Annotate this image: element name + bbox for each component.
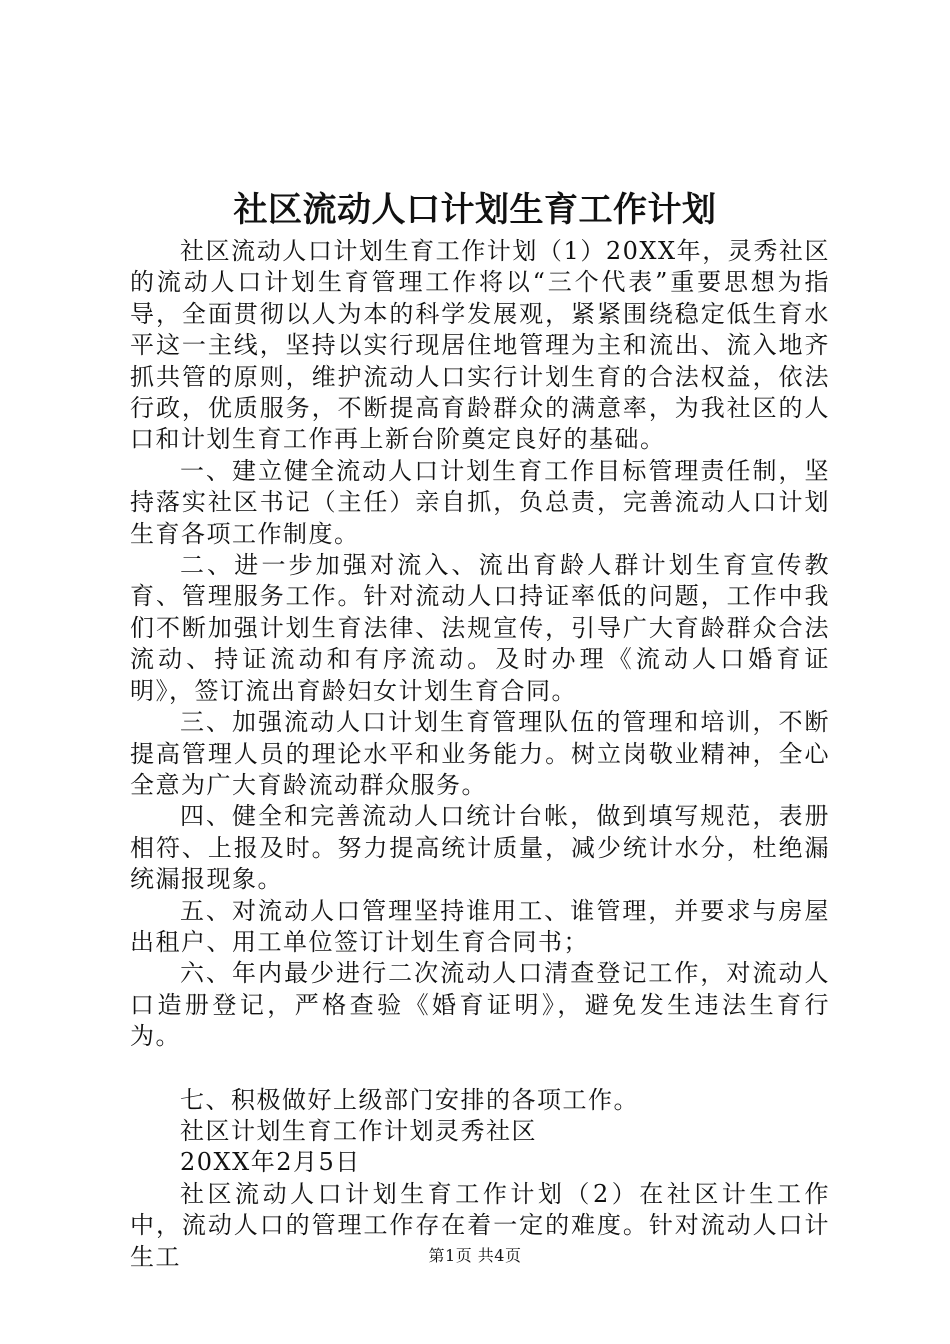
paragraph-item-2: 二、进一步加强对流入、流出育龄人群计划生育宣传教育、管理服务工作。针对流动人口持证率低的问题，工作中我们不断加强计划生育法律、法规宣传，引导广大育龄群众合法流动、持证流动和有序流动。及时办理《流动人口婚育证明》，签订流出育龄妇女计划生育合同。 bbox=[130, 551, 830, 705]
paragraph-intro: 社区流动人口计划生育工作计划（1）20XX年，灵秀社区的流动人口计划生育管理工作将以“三个代表”重要思想为指导，全面贯彻以人为本的科学发展观，紧紧围绕稳定低生育水平这一主线，坚持以实行现居住地管理为主和流出、流入地齐抓共管的原则，维护流动人口实行计划生育的合法权益，依法行政，优质服务，不断提高育龄群众的满意率，为我社区的人口和计划生育工作再上新台阶奠定良好的基础。 bbox=[130, 237, 830, 454]
page-number-footer: 第1页 共4页 bbox=[428, 1246, 522, 1265]
paragraph-item-1: 一、建立健全流动人口计划生育工作目标管理责任制，坚持落实社区书记（主任）亲自抓，负总责，完善流动人口计划生育各项工作制度。 bbox=[130, 456, 830, 548]
paragraph-item-6: 六、年内最少进行二次流动人口清查登记工作，对流动人口造册登记，严格查验《婚育证明》，避免发生违法生育行为。 bbox=[130, 959, 830, 1051]
signature-line: 社区计划生育工作计划灵秀社区 bbox=[180, 1116, 537, 1145]
paragraph-item-3: 三、加强流动人口计划生育管理队伍的管理和培训，不断提高管理人员的理论水平和业务能力。树立岗敬业精神，全心全意为广大育龄流动群众服务。 bbox=[130, 708, 830, 799]
date-line: 20XX年2月5日 bbox=[180, 1148, 361, 1177]
paragraph-gap bbox=[130, 1053, 830, 1085]
document-title: 社区流动人口计划生育工作计划 bbox=[233, 190, 717, 230]
paragraph-item-5: 五、对流动人口管理坚持谁用工、谁管理，并要求与房屋出租户、用工单位签订计划生育合同书； bbox=[130, 896, 830, 956]
paragraph-plan-2: 社区流动人口计划生育工作计划（2）在社区计生工作中，流动人口的管理工作存在着一定的难度。针对流动人口计生工 bbox=[130, 1179, 830, 1271]
document-body bbox=[130, 236, 830, 1273]
paragraph-item-4: 四、健全和完善流动人口统计台帐，做到填写规范，表册相符、上报及时。努力提高统计质量，减少统计水分，杜绝漏统漏报现象。 bbox=[130, 802, 830, 894]
paragraph-item-7: 七、积极做好上级部门安排的各项工作。 bbox=[180, 1085, 639, 1114]
